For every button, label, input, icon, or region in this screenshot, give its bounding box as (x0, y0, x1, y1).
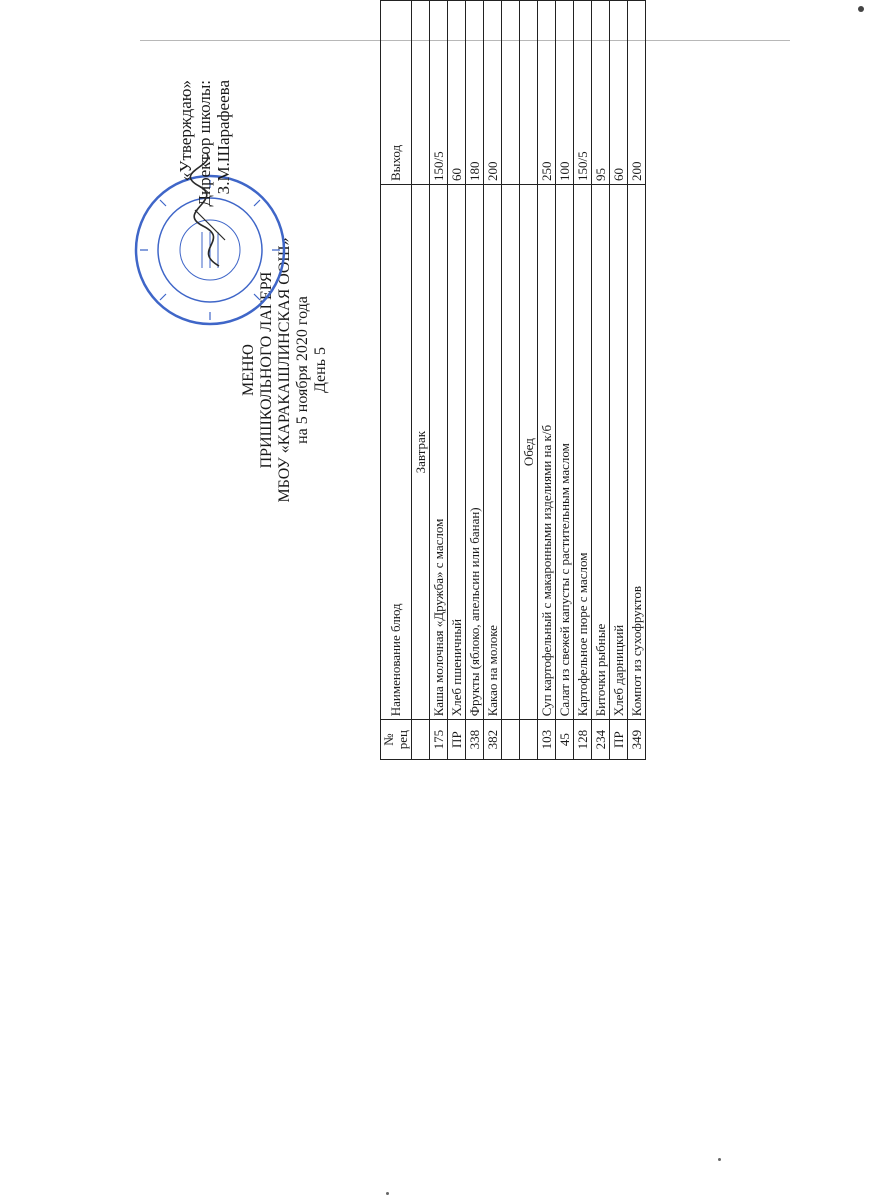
recipe-number: 382 (484, 720, 502, 760)
section-cell (520, 720, 538, 760)
dish-output: 150/5 (574, 1, 592, 185)
section-row-lunch (520, 1, 538, 760)
recipe-number: 103 (538, 720, 556, 760)
section-cell (412, 720, 430, 760)
menu-table (380, 0, 646, 760)
recipe-number: 349 (628, 720, 646, 760)
dish-name: Салат из свежей капусты с растительным маслом (556, 185, 574, 720)
table-row (628, 1, 646, 760)
dish-output: 250 (538, 1, 556, 185)
table-row (592, 1, 610, 760)
recipe-number: 234 (592, 720, 610, 760)
dish-name: Какао на молоке (484, 185, 502, 720)
recipe-number: 338 (466, 720, 484, 760)
approval-title: «Утверждаю» (176, 80, 195, 182)
header-dish-name: Наименование блюд (381, 185, 412, 720)
title-school: МБОУ «КАРАКАШЛИНСКАЯ ООШ» (276, 237, 293, 503)
dish-output: 100 (556, 1, 574, 185)
dish-output: 60 (448, 1, 466, 185)
dish-name: Биточки рыбные (592, 185, 610, 720)
table-row (556, 1, 574, 760)
table-row (610, 1, 628, 760)
recipe-number: ПР (610, 720, 628, 760)
title-day: День 5 (312, 346, 329, 394)
section-cell (412, 1, 430, 185)
table-row (466, 1, 484, 760)
recipe-number: 128 (574, 720, 592, 760)
dish-name: Картофельное пюре с маслом (574, 185, 592, 720)
table-header-row (381, 1, 412, 760)
dish-output: 150/5 (430, 1, 448, 185)
dish-name: Хлеб пшеничный (448, 185, 466, 720)
spacer-cell (502, 1, 520, 185)
director-signature (185, 150, 235, 270)
section-title: Обед (520, 185, 538, 720)
spacer-cell (502, 720, 520, 760)
dish-output: 200 (484, 1, 502, 185)
section-title: Завтрак (412, 185, 430, 720)
table-row (574, 1, 592, 760)
dish-output: 200 (628, 1, 646, 185)
section-row-breakfast (412, 1, 430, 760)
dish-name: Суп картофельный с макаронными изделиями на к/б (538, 185, 556, 720)
title-menu: МЕНЮ (240, 344, 257, 396)
table-row (430, 1, 448, 760)
dish-name: Хлеб дарницкий (610, 185, 628, 720)
dish-output: 180 (466, 1, 484, 185)
dish-name: Каша молочная «Дружба» с маслом (430, 185, 448, 720)
recipe-number: ПР (448, 720, 466, 760)
dish-name: Компот из сухофруктов (628, 185, 646, 720)
table-row (448, 1, 466, 760)
spacer-cell (502, 185, 520, 720)
approval-position: Директор школы: (195, 80, 214, 207)
header-output: Выход (381, 1, 412, 185)
table-row (484, 1, 502, 760)
section-cell (520, 1, 538, 185)
dish-output: 95 (592, 1, 610, 185)
dish-output: 60 (610, 1, 628, 185)
header-recipe-number: № рец (381, 720, 412, 760)
dish-name: Фрукты (яблоко, апельсин или банан) (466, 185, 484, 720)
table-row (538, 1, 556, 760)
spacer-row (502, 1, 520, 760)
title-date: на 5 ноября 2020 года (294, 296, 311, 444)
title-camp: ПРИШКОЛЬНОГО ЛАГЕРЯ (258, 271, 275, 469)
recipe-number: 175 (430, 720, 448, 760)
recipe-number: 45 (556, 720, 574, 760)
approval-name: З.М.Шарафеева (214, 80, 233, 195)
